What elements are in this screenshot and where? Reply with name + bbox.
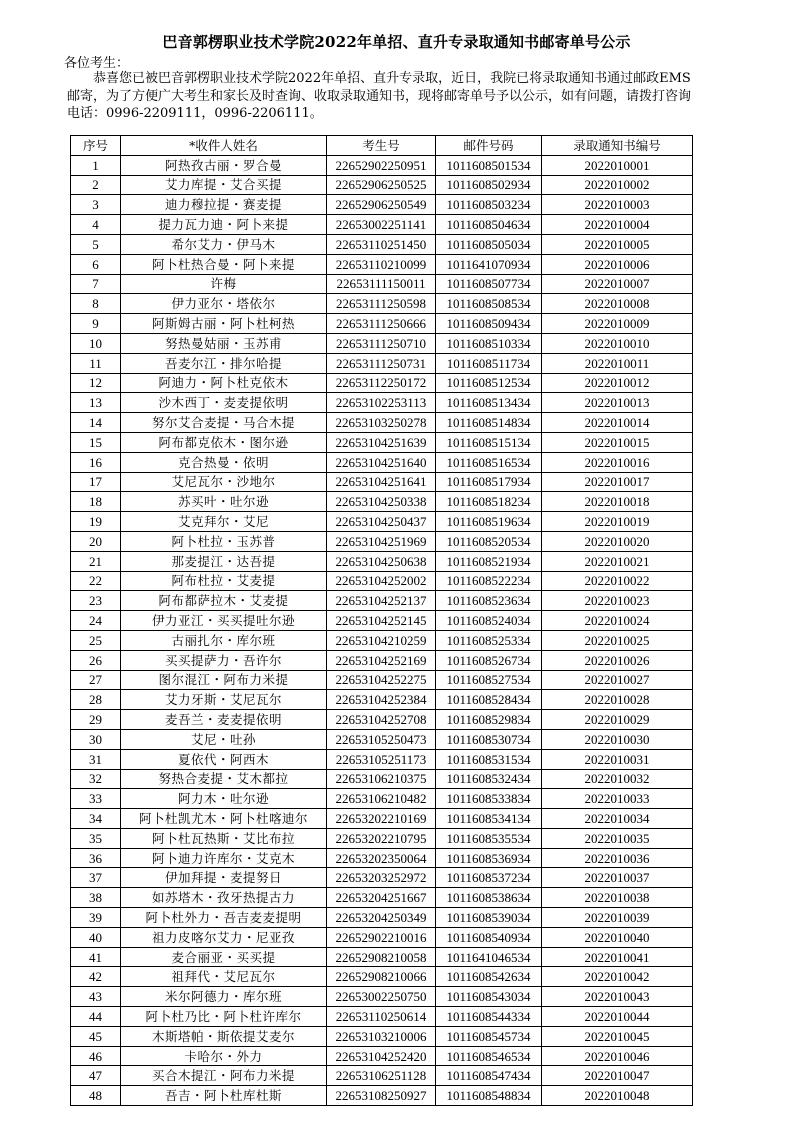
table-header-row <box>71 136 693 156</box>
cell-mail-number: 1011608504634 <box>436 215 542 235</box>
cell-recipient-name: 阿斯姆古丽・阿卜杜柯热 <box>121 314 327 334</box>
cell-candidate-number: 22653111250666 <box>327 314 436 334</box>
cell-mail-number: 1011608513434 <box>436 393 542 413</box>
cell-recipient-name: 阿布杜拉・艾麦提 <box>121 571 327 591</box>
cell-recipient-name: 伊加拜提・麦提努日 <box>121 868 327 888</box>
cell-notice-number: 2022010008 <box>542 294 693 314</box>
cell-recipient-name: 艾尼・吐孙 <box>121 729 327 749</box>
cell-candidate-number: 22653104210259 <box>327 630 436 650</box>
cell-mail-number: 1011608535534 <box>436 828 542 848</box>
cell-mail-number: 1011608520534 <box>436 531 542 551</box>
cell-recipient-name: 许梅 <box>121 274 327 294</box>
cell-candidate-number: 22653104250338 <box>327 492 436 512</box>
table-row <box>71 274 693 294</box>
cell-index: 39 <box>71 908 121 928</box>
cell-candidate-number: 22653002250750 <box>327 987 436 1007</box>
cell-index: 23 <box>71 591 121 611</box>
cell-notice-number: 2022010038 <box>542 888 693 908</box>
table-row <box>71 868 693 888</box>
cell-recipient-name: 努热曼姑丽・玉苏甫 <box>121 333 327 353</box>
table-row <box>71 373 693 393</box>
table-row <box>71 155 693 175</box>
table-row <box>71 690 693 710</box>
cell-notice-number: 2022010045 <box>542 1026 693 1046</box>
cell-mail-number: 1011608501534 <box>436 155 542 175</box>
cell-mail-number: 1011608543034 <box>436 987 542 1007</box>
cell-mail-number: 1011608522234 <box>436 571 542 591</box>
table-row <box>71 749 693 769</box>
table-row <box>71 512 693 532</box>
table-row <box>71 947 693 967</box>
cell-candidate-number: 22653104251641 <box>327 472 436 492</box>
cell-index: 15 <box>71 432 121 452</box>
cell-recipient-name: 阿迪力・阿卜杜克依木 <box>121 373 327 393</box>
table-row <box>71 294 693 314</box>
cell-index: 46 <box>71 1046 121 1066</box>
cell-candidate-number: 22653104252145 <box>327 611 436 631</box>
cell-recipient-name: 苏买叶・吐尔逊 <box>121 492 327 512</box>
cell-notice-number: 2022010002 <box>542 175 693 195</box>
cell-notice-number: 2022010031 <box>542 749 693 769</box>
cell-mail-number: 1011608540934 <box>436 927 542 947</box>
cell-index: 1 <box>71 155 121 175</box>
cell-candidate-number: 22653104252708 <box>327 710 436 730</box>
cell-recipient-name: 阿卜迪力许库尔・艾克木 <box>121 848 327 868</box>
cell-index: 27 <box>71 670 121 690</box>
cell-candidate-number: 22653202350064 <box>327 848 436 868</box>
cell-candidate-number: 22653203252972 <box>327 868 436 888</box>
cell-recipient-name: 努尔艾合麦提・马合木提 <box>121 413 327 433</box>
table-row <box>71 789 693 809</box>
cell-index: 3 <box>71 195 121 215</box>
cell-mail-number: 1011608516534 <box>436 452 542 472</box>
cell-index: 48 <box>71 1086 121 1106</box>
cell-mail-number: 1011608508534 <box>436 294 542 314</box>
cell-notice-number: 2022010047 <box>542 1066 693 1086</box>
cell-recipient-name: 艾力牙斯・艾尼瓦尔 <box>121 690 327 710</box>
cell-index: 5 <box>71 234 121 254</box>
cell-mail-number: 1011641070934 <box>436 254 542 274</box>
table-row <box>71 571 693 591</box>
cell-recipient-name: 麦吾兰・麦麦提依明 <box>121 710 327 730</box>
cell-notice-number: 2022010026 <box>542 650 693 670</box>
cell-mail-number: 1011608512534 <box>436 373 542 393</box>
greeting: 各位考生： <box>64 56 130 71</box>
table-row <box>71 848 693 868</box>
table-row <box>71 452 693 472</box>
cell-notice-number: 2022010017 <box>542 472 693 492</box>
table-row <box>71 908 693 928</box>
cell-candidate-number: 22653104252384 <box>327 690 436 710</box>
cell-recipient-name: 伊力亚江・买买提吐尔逊 <box>121 611 327 631</box>
table-row <box>71 987 693 1007</box>
table-row <box>71 195 693 215</box>
cell-index: 28 <box>71 690 121 710</box>
cell-recipient-name: 阿布都萨拉木・艾麦提 <box>121 591 327 611</box>
cell-index: 25 <box>71 630 121 650</box>
cell-notice-number: 2022010014 <box>542 413 693 433</box>
cell-index: 20 <box>71 531 121 551</box>
cell-mail-number: 1011608521934 <box>436 551 542 571</box>
cell-recipient-name: 阿卜杜热合曼・阿卜来提 <box>121 254 327 274</box>
cell-recipient-name: 艾力库提・艾合买提 <box>121 175 327 195</box>
cell-candidate-number: 22652906250525 <box>327 175 436 195</box>
cell-mail-number: 1011608533834 <box>436 789 542 809</box>
cell-index: 47 <box>71 1066 121 1086</box>
cell-mail-number: 1011608524034 <box>436 611 542 631</box>
table-row <box>71 1007 693 1027</box>
header-notice-number: 录取通知书编号 <box>542 136 693 156</box>
cell-mail-number: 1011608539034 <box>436 908 542 928</box>
cell-index: 35 <box>71 828 121 848</box>
cell-notice-number: 2022010042 <box>542 967 693 987</box>
cell-index: 41 <box>71 947 121 967</box>
cell-notice-number: 2022010027 <box>542 670 693 690</box>
cell-candidate-number: 22653111250598 <box>327 294 436 314</box>
cell-candidate-number: 22653104250437 <box>327 512 436 532</box>
cell-index: 12 <box>71 373 121 393</box>
cell-recipient-name: 阿布都克依木・图尔逊 <box>121 432 327 452</box>
cell-notice-number: 2022010003 <box>542 195 693 215</box>
cell-mail-number: 1011608545734 <box>436 1026 542 1046</box>
table-row <box>71 828 693 848</box>
cell-index: 16 <box>71 452 121 472</box>
cell-candidate-number: 22653105251173 <box>327 749 436 769</box>
cell-index: 7 <box>71 274 121 294</box>
cell-mail-number: 1011608511734 <box>436 353 542 373</box>
cell-notice-number: 2022010013 <box>542 393 693 413</box>
cell-candidate-number: 22653204250349 <box>327 908 436 928</box>
cell-mail-number: 1011608537234 <box>436 868 542 888</box>
table-row <box>71 393 693 413</box>
cell-candidate-number: 22653104252002 <box>327 571 436 591</box>
cell-notice-number: 2022010007 <box>542 274 693 294</box>
table-row <box>71 630 693 650</box>
cell-mail-number: 1011608538634 <box>436 888 542 908</box>
cell-recipient-name: 阿力木・吐尔逊 <box>121 789 327 809</box>
page-title: 巴音郭楞职业技术学院2022年单招、直升专录取通知书邮寄单号公示 <box>162 33 631 51</box>
cell-notice-number: 2022010011 <box>542 353 693 373</box>
table-row <box>71 927 693 947</box>
table-body <box>71 155 693 1105</box>
cell-index: 14 <box>71 413 121 433</box>
cell-index: 43 <box>71 987 121 1007</box>
cell-notice-number: 2022010041 <box>542 947 693 967</box>
cell-notice-number: 2022010030 <box>542 729 693 749</box>
cell-index: 30 <box>71 729 121 749</box>
cell-recipient-name: 夏依代・阿西木 <box>121 749 327 769</box>
cell-candidate-number: 22653110250614 <box>327 1007 436 1027</box>
table-row <box>71 413 693 433</box>
cell-recipient-name: 麦合丽亚・买买提 <box>121 947 327 967</box>
table-row <box>71 710 693 730</box>
table-row <box>71 591 693 611</box>
cell-candidate-number: 22652908210066 <box>327 967 436 987</box>
cell-mail-number: 1011608518234 <box>436 492 542 512</box>
mailing-number-table <box>70 135 693 1106</box>
header-recipient-name: *收件人姓名 <box>121 136 327 156</box>
cell-notice-number: 2022010025 <box>542 630 693 650</box>
cell-recipient-name: 木斯塔帕・斯依提艾麦尔 <box>121 1026 327 1046</box>
cell-recipient-name: 祖拜代・艾尼瓦尔 <box>121 967 327 987</box>
table-row <box>71 432 693 452</box>
cell-recipient-name: 买合木提江・阿布力米提 <box>121 1066 327 1086</box>
cell-index: 8 <box>71 294 121 314</box>
cell-notice-number: 2022010021 <box>542 551 693 571</box>
cell-recipient-name: 吾麦尔江・排尔哈提 <box>121 353 327 373</box>
cell-notice-number: 2022010048 <box>542 1086 693 1106</box>
cell-candidate-number: 22653106210482 <box>327 789 436 809</box>
cell-index: 17 <box>71 472 121 492</box>
cell-index: 34 <box>71 809 121 829</box>
cell-recipient-name: 努热合麦提・艾木都拉 <box>121 769 327 789</box>
cell-notice-number: 2022010001 <box>542 155 693 175</box>
cell-candidate-number: 22653111250731 <box>327 353 436 373</box>
cell-index: 10 <box>71 333 121 353</box>
cell-index: 22 <box>71 571 121 591</box>
cell-index: 9 <box>71 314 121 334</box>
cell-notice-number: 2022010033 <box>542 789 693 809</box>
cell-recipient-name: 艾克拜尔・艾尼 <box>121 512 327 532</box>
cell-mail-number: 1011608534134 <box>436 809 542 829</box>
cell-mail-number: 1011608507734 <box>436 274 542 294</box>
cell-mail-number: 1011608515134 <box>436 432 542 452</box>
cell-recipient-name: 迪力穆拉提・赛麦提 <box>121 195 327 215</box>
cell-index: 24 <box>71 611 121 631</box>
cell-candidate-number: 22653110251450 <box>327 234 436 254</box>
cell-mail-number: 1011608531534 <box>436 749 542 769</box>
cell-index: 32 <box>71 769 121 789</box>
cell-candidate-number: 22652902250951 <box>327 155 436 175</box>
cell-notice-number: 2022010029 <box>542 710 693 730</box>
cell-mail-number: 1011608536934 <box>436 848 542 868</box>
cell-notice-number: 2022010015 <box>542 432 693 452</box>
cell-notice-number: 2022010037 <box>542 868 693 888</box>
cell-notice-number: 2022010036 <box>542 848 693 868</box>
table-row <box>71 611 693 631</box>
cell-notice-number: 2022010032 <box>542 769 693 789</box>
cell-mail-number: 1011608503234 <box>436 195 542 215</box>
table-row <box>71 314 693 334</box>
cell-index: 44 <box>71 1007 121 1027</box>
cell-candidate-number: 22653104251639 <box>327 432 436 452</box>
table-row <box>71 650 693 670</box>
table-row <box>71 1066 693 1086</box>
cell-mail-number: 1011608526734 <box>436 650 542 670</box>
cell-recipient-name: 阿卜杜拉・玉苏普 <box>121 531 327 551</box>
cell-candidate-number: 22652908210058 <box>327 947 436 967</box>
cell-candidate-number: 22653106210375 <box>327 769 436 789</box>
cell-notice-number: 2022010044 <box>542 1007 693 1027</box>
cell-mail-number: 1011608514834 <box>436 413 542 433</box>
cell-index: 19 <box>71 512 121 532</box>
cell-recipient-name: 阿卜杜外力・吾吉麦麦提明 <box>121 908 327 928</box>
table-row <box>71 967 693 987</box>
cell-notice-number: 2022010010 <box>542 333 693 353</box>
cell-recipient-name: 伊力亚尔・塔依尔 <box>121 294 327 314</box>
table-row <box>71 1026 693 1046</box>
cell-index: 2 <box>71 175 121 195</box>
cell-index: 26 <box>71 650 121 670</box>
cell-recipient-name: 阿热孜古丽・罗合曼 <box>121 155 327 175</box>
cell-notice-number: 2022010022 <box>542 571 693 591</box>
cell-mail-number: 1011641046534 <box>436 947 542 967</box>
cell-notice-number: 2022010034 <box>542 809 693 829</box>
cell-index: 31 <box>71 749 121 769</box>
cell-candidate-number: 22653112250172 <box>327 373 436 393</box>
cell-index: 13 <box>71 393 121 413</box>
cell-notice-number: 2022010018 <box>542 492 693 512</box>
cell-index: 18 <box>71 492 121 512</box>
cell-recipient-name: 沙木西丁・麦麦提依明 <box>121 393 327 413</box>
cell-candidate-number: 22652906250549 <box>327 195 436 215</box>
cell-candidate-number: 22653111150011 <box>327 274 436 294</box>
cell-candidate-number: 22653104251640 <box>327 452 436 472</box>
table-row <box>71 234 693 254</box>
cell-index: 6 <box>71 254 121 274</box>
cell-notice-number: 2022010016 <box>542 452 693 472</box>
cell-recipient-name: 提力瓦力迪・阿卜来提 <box>121 215 327 235</box>
cell-notice-number: 2022010020 <box>542 531 693 551</box>
table-row <box>71 551 693 571</box>
cell-candidate-number: 22653204251667 <box>327 888 436 908</box>
header-mail-number: 邮件号码 <box>436 136 542 156</box>
cell-index: 42 <box>71 967 121 987</box>
cell-candidate-number: 22653102253113 <box>327 393 436 413</box>
cell-recipient-name: 艾尼瓦尔・沙地尔 <box>121 472 327 492</box>
cell-index: 37 <box>71 868 121 888</box>
table-row <box>71 254 693 274</box>
cell-mail-number: 1011608530734 <box>436 729 542 749</box>
cell-recipient-name: 吾吉・阿卜杜库杜斯 <box>121 1086 327 1106</box>
cell-candidate-number: 22653104250638 <box>327 551 436 571</box>
table-row <box>71 809 693 829</box>
cell-recipient-name: 祖力皮喀尔艾力・尼亚孜 <box>121 927 327 947</box>
header-candidate-number: 考生号 <box>327 136 436 156</box>
cell-candidate-number: 22653104252137 <box>327 591 436 611</box>
cell-candidate-number: 22653103250278 <box>327 413 436 433</box>
cell-candidate-number: 22653106251128 <box>327 1066 436 1086</box>
cell-index: 4 <box>71 215 121 235</box>
cell-recipient-name: 阿卜杜瓦热斯・艾比布拉 <box>121 828 327 848</box>
cell-recipient-name: 图尔混江・阿布力米提 <box>121 670 327 690</box>
cell-mail-number: 1011608542634 <box>436 967 542 987</box>
cell-notice-number: 2022010024 <box>542 611 693 631</box>
cell-candidate-number: 22653103210006 <box>327 1026 436 1046</box>
header-index: 序号 <box>71 136 121 156</box>
table-row <box>71 729 693 749</box>
cell-mail-number: 1011608544334 <box>436 1007 542 1027</box>
cell-notice-number: 2022010040 <box>542 927 693 947</box>
cell-notice-number: 2022010039 <box>542 908 693 928</box>
cell-candidate-number: 22653202210795 <box>327 828 436 848</box>
cell-index: 11 <box>71 353 121 373</box>
cell-notice-number: 2022010043 <box>542 987 693 1007</box>
cell-candidate-number: 22653002251141 <box>327 215 436 235</box>
table-row <box>71 888 693 908</box>
table-row <box>71 353 693 373</box>
cell-mail-number: 1011608528434 <box>436 690 542 710</box>
cell-recipient-name: 如苏塔木・孜牙热提古力 <box>121 888 327 908</box>
intro-paragraph: 恭喜您已被巴音郭楞职业技术学院2022年单招、直升专录取，近日，我院已将录取通知书通过邮政EMS邮寄，为了方便广大考生和家长及时查询、收取录取通知书，现将邮寄单号予以公示，如有问题，请拨打咨询电话：0996-2209111，0996-2206111。 <box>67 71 692 121</box>
cell-index: 38 <box>71 888 121 908</box>
table-row <box>71 215 693 235</box>
cell-candidate-number: 22653104251969 <box>327 531 436 551</box>
cell-notice-number: 2022010019 <box>542 512 693 532</box>
cell-mail-number: 1011608532434 <box>436 769 542 789</box>
cell-notice-number: 2022010028 <box>542 690 693 710</box>
cell-candidate-number: 22653108250927 <box>327 1086 436 1106</box>
cell-index: 36 <box>71 848 121 868</box>
table-row <box>71 492 693 512</box>
cell-candidate-number: 22653104252275 <box>327 670 436 690</box>
cell-recipient-name: 希尔艾力・伊马木 <box>121 234 327 254</box>
table-row <box>71 769 693 789</box>
cell-mail-number: 1011608517934 <box>436 472 542 492</box>
cell-notice-number: 2022010005 <box>542 234 693 254</box>
cell-notice-number: 2022010035 <box>542 828 693 848</box>
cell-notice-number: 2022010023 <box>542 591 693 611</box>
cell-recipient-name: 阿卜杜乃比・阿卜杜许库尔 <box>121 1007 327 1027</box>
cell-candidate-number: 22653202210169 <box>327 809 436 829</box>
table-row <box>71 333 693 353</box>
table-row <box>71 670 693 690</box>
cell-recipient-name: 古丽扎尔・库尔班 <box>121 630 327 650</box>
cell-mail-number: 1011608505034 <box>436 234 542 254</box>
cell-index: 40 <box>71 927 121 947</box>
cell-recipient-name: 克合热曼・依明 <box>121 452 327 472</box>
cell-mail-number: 1011608523634 <box>436 591 542 611</box>
cell-notice-number: 2022010012 <box>542 373 693 393</box>
cell-mail-number: 1011608546534 <box>436 1046 542 1066</box>
table-row <box>71 175 693 195</box>
cell-candidate-number: 22653104252420 <box>327 1046 436 1066</box>
cell-candidate-number: 22652902210016 <box>327 927 436 947</box>
cell-index: 45 <box>71 1026 121 1046</box>
cell-mail-number: 1011608509434 <box>436 314 542 334</box>
cell-index: 33 <box>71 789 121 809</box>
cell-mail-number: 1011608548834 <box>436 1086 542 1106</box>
cell-notice-number: 2022010006 <box>542 254 693 274</box>
cell-mail-number: 1011608527534 <box>436 670 542 690</box>
cell-mail-number: 1011608525334 <box>436 630 542 650</box>
cell-mail-number: 1011608519634 <box>436 512 542 532</box>
cell-notice-number: 2022010009 <box>542 314 693 334</box>
cell-candidate-number: 22653111250710 <box>327 333 436 353</box>
cell-candidate-number: 22653110210099 <box>327 254 436 274</box>
cell-mail-number: 1011608547434 <box>436 1066 542 1086</box>
table-row <box>71 531 693 551</box>
cell-recipient-name: 买买提萨力・吾许尔 <box>121 650 327 670</box>
cell-index: 29 <box>71 710 121 730</box>
cell-index: 21 <box>71 551 121 571</box>
cell-candidate-number: 22653105250473 <box>327 729 436 749</box>
cell-mail-number: 1011608502934 <box>436 175 542 195</box>
cell-mail-number: 1011608510334 <box>436 333 542 353</box>
cell-recipient-name: 阿卜杜凯尤木・阿卜杜喀迪尔 <box>121 809 327 829</box>
table-row <box>71 1086 693 1106</box>
cell-recipient-name: 那麦提江・达吾提 <box>121 551 327 571</box>
table-row <box>71 1046 693 1066</box>
table-row <box>71 472 693 492</box>
cell-recipient-name: 米尔阿德力・库尔班 <box>121 987 327 1007</box>
cell-candidate-number: 22653104252169 <box>327 650 436 670</box>
cell-recipient-name: 卡哈尔・外力 <box>121 1046 327 1066</box>
cell-notice-number: 2022010004 <box>542 215 693 235</box>
cell-mail-number: 1011608529834 <box>436 710 542 730</box>
cell-notice-number: 2022010046 <box>542 1046 693 1066</box>
